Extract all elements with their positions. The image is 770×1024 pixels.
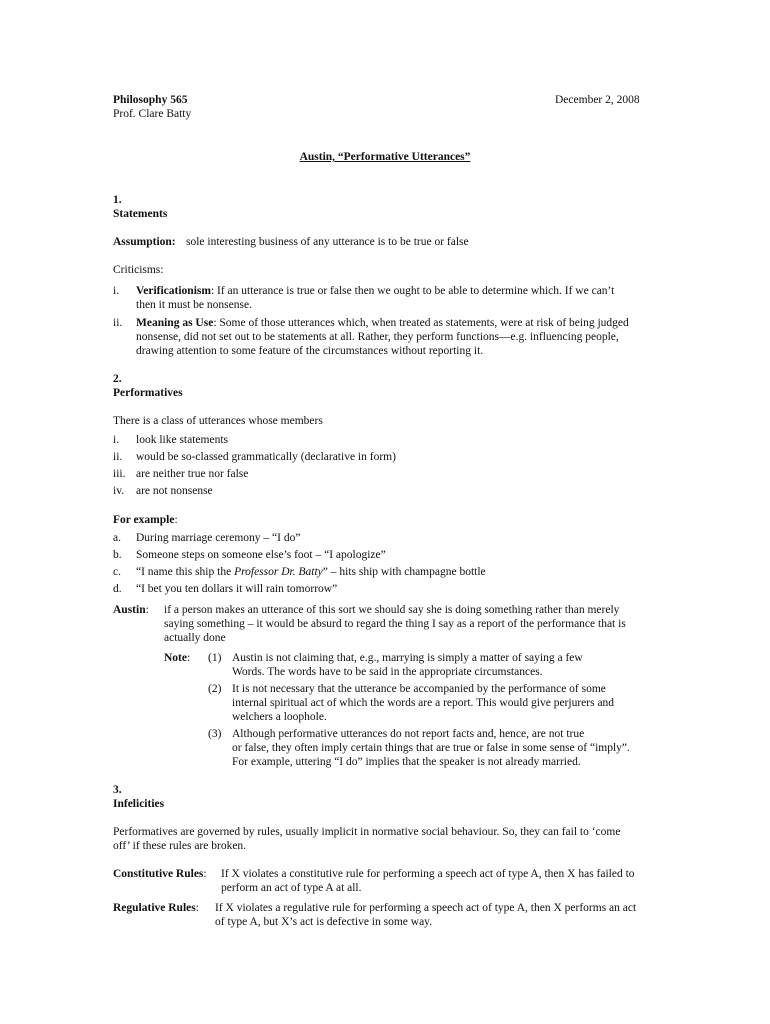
note-label-colon: :	[187, 652, 191, 664]
note-text: or false, they often imply certain things that are true or false in some sense of “imply”.	[232, 742, 630, 754]
note-text: Austin is not claiming that, e.g., marrying is simply a matter of saying a few	[232, 652, 583, 664]
austin-text: actually done	[164, 632, 226, 644]
note-text: It is not necessary that the utterance be accompanied by the performance of some	[232, 683, 606, 695]
document-title: Austin, “Performative Utterances”	[299, 151, 471, 163]
note-text: Words. The words have to be said in the appropriate circumstances.	[232, 666, 543, 678]
note-label-text: Note	[164, 652, 187, 664]
member-marker: ii.	[113, 451, 123, 463]
example-marker: c.	[113, 566, 121, 578]
constitutive-label-text: Constitutive Rules	[113, 868, 204, 880]
handout-date: December 2, 2008	[555, 94, 640, 106]
example-marker: a.	[113, 532, 121, 544]
example-item: Someone steps on someone else’s foot – “I apologize”	[136, 549, 386, 561]
austin-label-colon: :	[145, 604, 149, 616]
example-item: During marriage ceremony – “I do”	[136, 532, 301, 544]
note-marker: (2)	[208, 683, 222, 695]
course-title: Philosophy 565	[113, 94, 188, 106]
criticism-term: Meaning as Use	[136, 317, 214, 329]
criticism-text: : If an utterance is true or false then we ought to be able to determine which. If we can’t	[210, 285, 615, 297]
note-text: For example, uttering “I do” implies that the speaker is not already married.	[232, 756, 581, 768]
member-marker: i.	[113, 434, 120, 446]
criticism-marker: ii.	[113, 317, 123, 329]
note-text: welchers a loophole.	[232, 711, 327, 723]
member-item: would be so-classed grammatically (declarative in form)	[136, 451, 396, 463]
regulative-label-colon: :	[195, 902, 199, 914]
example-label-text: For example	[113, 514, 175, 526]
example-item	[136, 565, 486, 579]
assumption-label: Assumption:	[113, 236, 176, 248]
section-3-heading: Infelicities	[113, 798, 165, 810]
regulative-rules-text: If X violates a regulative rule for performing a speech act of type A, then X performs an act	[215, 902, 637, 914]
austin-text: saying something – it would be absurd to regard the thing I say as a report of the performance that is	[164, 618, 626, 630]
constitutive-rules-text: If X violates a constitutive rule for performing a speech act of type A, then X has failed to	[221, 868, 635, 880]
note-marker: (1)	[208, 652, 222, 664]
example-text: “I name this ship the	[136, 566, 235, 578]
austin-text: if a person makes an utterance of this sort we should say she is doing something rather than merely	[164, 604, 620, 616]
note-marker: (3)	[208, 728, 222, 740]
criticism-term: Verificationism	[136, 285, 211, 297]
note-text: Although performative utterances do not report facts and, hence, are not true	[232, 728, 585, 740]
criticism-marker: i.	[113, 285, 120, 297]
austin-label	[113, 603, 149, 617]
example-label-colon: :	[174, 514, 178, 526]
section-1-number: 1.	[113, 194, 122, 206]
criticism-text: : Some of those utterances which, when treated as statements, were at risk of being judged	[213, 317, 629, 329]
infelicities-intro: Performatives are governed by rules, usually implicit in normative social behaviour. So, they can fail to ‘come	[113, 826, 621, 838]
regulative-rules-label	[113, 901, 199, 915]
assumption-text: sole interesting business of any utterance is to be true or false	[186, 236, 469, 248]
performatives-intro: There is a class of utterances whose members	[113, 415, 323, 427]
example-marker: b.	[113, 549, 122, 561]
example-text: ” – hits ship with champagne bottle	[322, 566, 486, 578]
note-text: internal spiritual act of which the words are a report. This would give perjurers and	[232, 697, 615, 709]
criticism-meaning-as-use	[136, 316, 629, 330]
example-ship-name: Professor Dr. Batty	[234, 566, 323, 578]
example-marker: d.	[113, 583, 122, 595]
criticism-text-cont: nonsense, did not set out to be statements at all. Rather, they perform functions—e.g. influencing people,	[136, 331, 619, 343]
criticism-text-cont: drawing attention to some feature of the circumstances without reporting it.	[136, 345, 484, 357]
section-2-number: 2.	[113, 373, 122, 385]
member-marker: iii.	[113, 468, 126, 480]
example-label	[113, 513, 178, 527]
criticisms-label: Criticisms:	[113, 264, 164, 276]
constitutive-rules-label	[113, 867, 207, 881]
constitutive-rules-text: perform an act of type A at all.	[221, 882, 362, 894]
section-1-heading: Statements	[113, 208, 168, 220]
member-item: are not nonsense	[136, 485, 213, 497]
note-label	[164, 651, 190, 665]
constitutive-label-colon: :	[203, 868, 207, 880]
criticism-text-cont: then it must be nonsense.	[136, 299, 252, 311]
criticism-verificationism	[136, 284, 614, 298]
member-item: are neither true nor false	[136, 468, 249, 480]
member-marker: iv.	[113, 485, 125, 497]
infelicities-intro-cont: off’ if these rules are broken.	[113, 840, 247, 852]
section-2-heading: Performatives	[113, 387, 183, 399]
regulative-rules-text: of type A, but X’s act is defective in some way.	[215, 916, 433, 928]
example-item: “I bet you ten dollars it will rain tomorrow”	[136, 583, 338, 595]
section-3-number: 3.	[113, 784, 122, 796]
member-item: look like statements	[136, 434, 228, 446]
austin-label-text: Austin	[113, 604, 146, 616]
professor-name: Prof. Clare Batty	[113, 108, 192, 120]
regulative-label-text: Regulative Rules	[113, 902, 196, 914]
